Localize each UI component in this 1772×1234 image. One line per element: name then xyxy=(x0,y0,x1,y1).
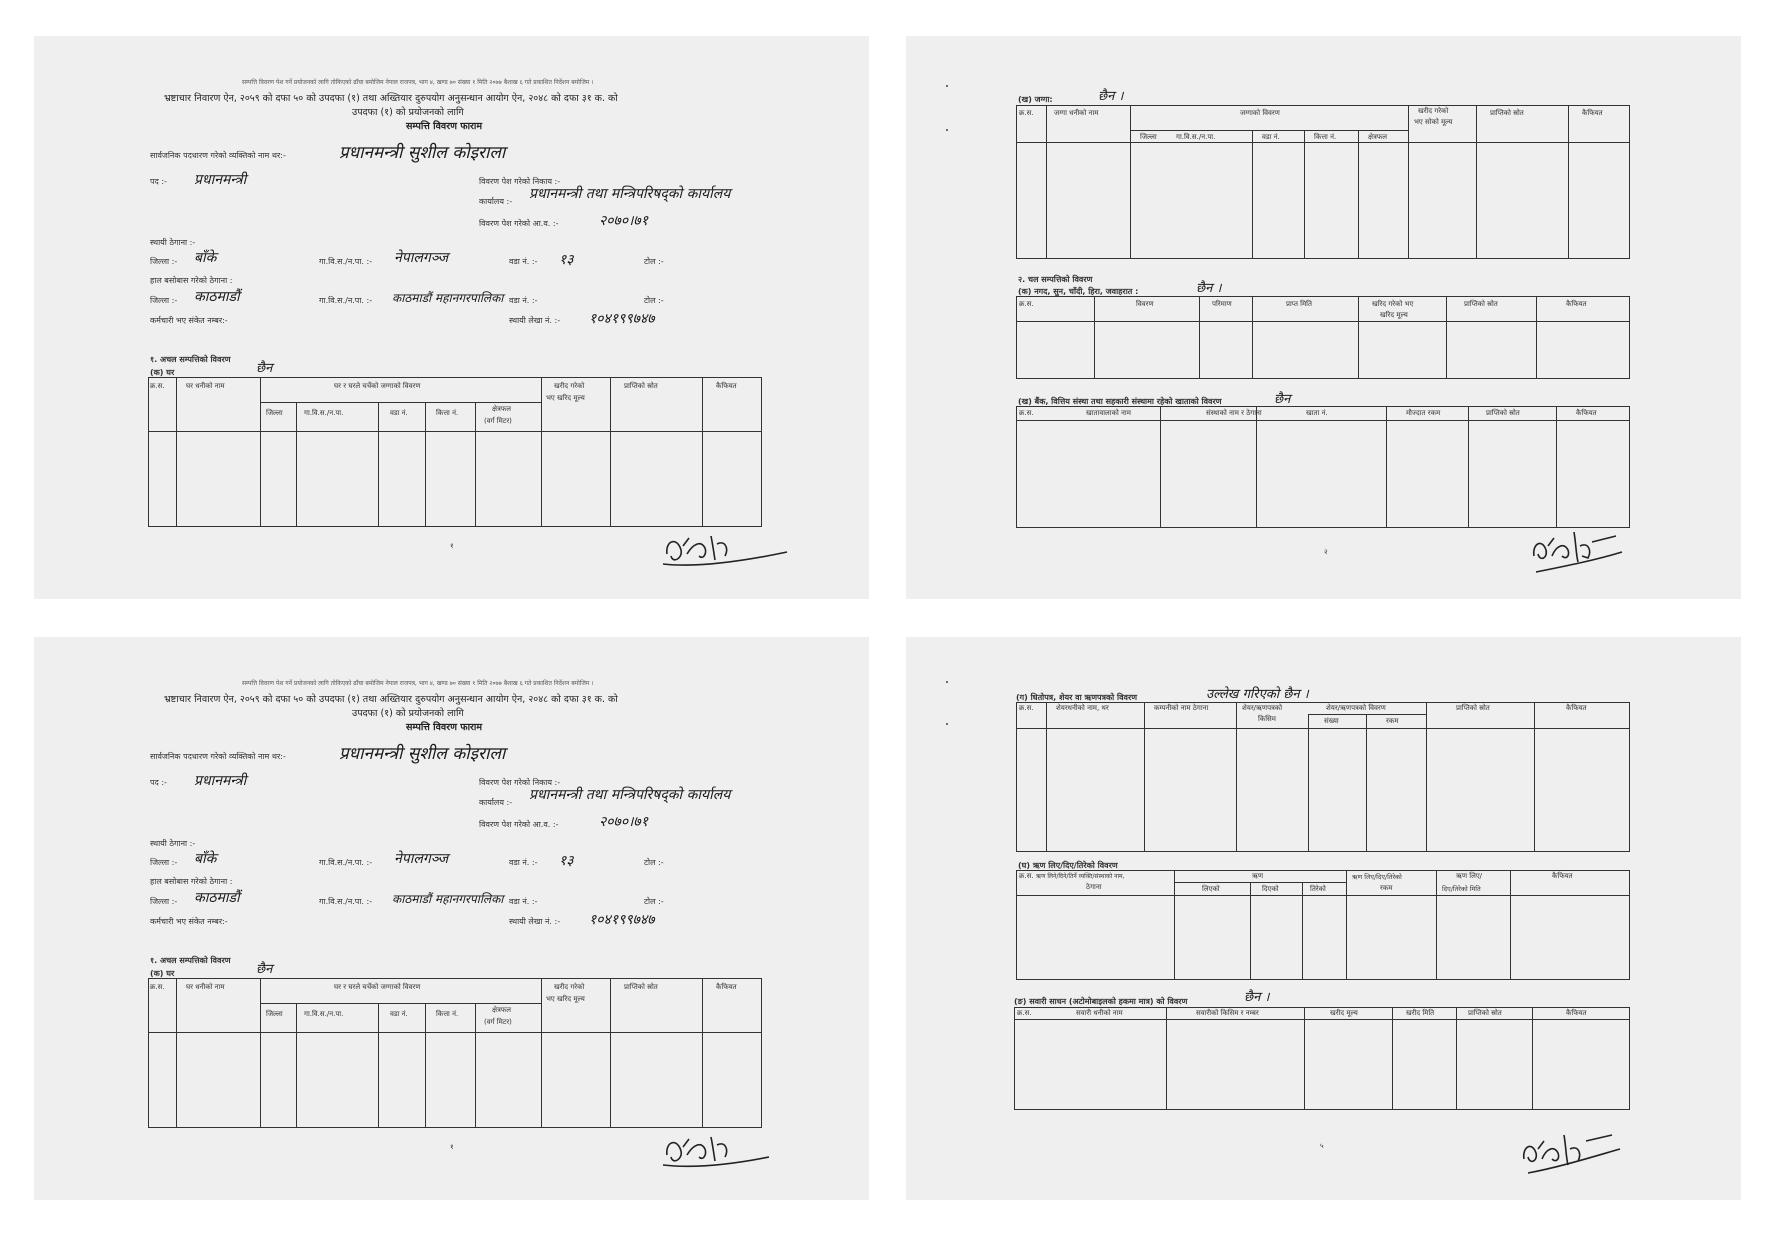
cur-district-value: काठमाडौं xyxy=(194,289,240,305)
col-price-1: खरिद गरेको भए xyxy=(1372,300,1414,308)
col-amount-1: ऋण लिए/दिए/तिरेको xyxy=(1352,873,1402,881)
tole-label: टोल :- xyxy=(644,257,664,266)
post-label: पद :- xyxy=(150,778,167,787)
col-remarks: कैफियत xyxy=(1566,300,1587,308)
district-label: जिल्ला :- xyxy=(150,257,178,266)
vdc-label: गा.वि.स./न.पा. :- xyxy=(319,897,373,906)
col-price-1: खरीद गरेको xyxy=(1418,107,1449,115)
col-remarks: कैफियत xyxy=(716,382,737,390)
page-number: १ xyxy=(450,1143,454,1151)
col-price-1: खरीद गरेको xyxy=(554,983,585,991)
loan-heading: (घ) ऋण लिए/दिए/तिरेको विवरण xyxy=(1018,861,1118,870)
fy-value: २०७०।७१ xyxy=(599,213,648,229)
staff-code-label: कर्मचारी भए संकेत नम्बर:- xyxy=(150,316,228,325)
signature xyxy=(659,526,799,576)
col-price: खरीद मूल्य xyxy=(1330,1009,1358,1017)
col-area-unit: (वर्ग मिटर) xyxy=(484,417,512,425)
house-heading: (क) घर xyxy=(150,969,175,978)
perm-district-value: बाँके xyxy=(194,250,217,266)
col-institution: संस्थाको नाम र ठेगाना xyxy=(1206,409,1262,417)
cur-vdc-value: काठमाडौं महानगरपालिका xyxy=(392,892,504,906)
col-date: खरीद मिति xyxy=(1406,1009,1435,1017)
fy-value: २०७०।७१ xyxy=(599,814,648,830)
house-nil: छैन xyxy=(256,361,273,376)
col-desc: विवरण xyxy=(1136,300,1154,308)
immovable-heading: १. अचल सम्पत्तिको विवरण xyxy=(150,956,231,965)
col-source: प्राप्तिको स्रोत xyxy=(624,382,658,390)
office-value: प्रधानमन्त्री तथा मन्त्रिपरिषद्को कार्यालय xyxy=(529,787,731,803)
current-address-label: हाल बसोबास गरेको ठेगाना : xyxy=(150,877,233,886)
vdc-label: गा.वि.स./न.पा. :- xyxy=(319,858,373,867)
col-holder: खातावालाको नाम xyxy=(1086,409,1131,417)
perm-vdc-value: नेपालगञ्ज xyxy=(394,250,449,266)
col-party-2: ठेगाना xyxy=(1086,883,1102,891)
vehicle-nil: छैन । xyxy=(1244,990,1270,1005)
pan-label: स्थायी लेखा नं. :- xyxy=(509,917,561,926)
body-label: विवरण पेश गरेको निकाय :- xyxy=(479,177,561,186)
col-land-desc: जग्गाको विवरण xyxy=(1240,109,1280,117)
ward-label: वडा नं. :- xyxy=(509,897,538,906)
signature xyxy=(1516,1127,1636,1182)
land-nil: छैन । xyxy=(1098,89,1124,104)
pan-label: स्थायी लेखा नं. :- xyxy=(509,316,561,325)
perm-vdc-value: नेपालगञ्ज xyxy=(394,851,449,867)
col-company: कम्पनीको नाम ठेगाना xyxy=(1154,704,1209,712)
house-table xyxy=(148,978,762,1128)
post-value: प्रधानमन्त्री xyxy=(194,172,247,188)
col-remarks: कैफियत xyxy=(1582,109,1603,117)
district-label: जिल्ला :- xyxy=(150,897,178,906)
form-page-1 xyxy=(34,36,869,599)
col-loan: ऋण xyxy=(1252,872,1264,880)
form-title: सम्पत्ति विवरण फाराम xyxy=(406,722,483,733)
form-page-5 xyxy=(906,637,1741,1200)
cash-table xyxy=(1016,296,1630,379)
office-label: कार्यालय :- xyxy=(479,798,513,807)
col-remarks: कैफियत xyxy=(1566,1009,1587,1017)
col-balance: मौज्दात रकम xyxy=(1406,409,1441,417)
col-sn: क्र.स. xyxy=(1017,1009,1032,1017)
name-label: सार्वजनिक पदधारण गरेको व्यक्तिको नाम थर:- xyxy=(150,752,286,761)
col-area: क्षेत्रफल xyxy=(492,405,512,413)
bank-table xyxy=(1016,406,1630,528)
col-source: प्राप्तिको स्रोत xyxy=(1464,300,1498,308)
col-source: प्राप्तिको स्रोत xyxy=(1456,704,1490,712)
col-ward: वडा नं. xyxy=(390,1010,408,1018)
current-address-label: हाल बसोबास गरेको ठेगाना : xyxy=(150,276,233,285)
page-number: १ xyxy=(450,542,454,550)
col-price-2: भए खरिद मूल्य xyxy=(546,394,585,402)
col-sn: क्र.स. xyxy=(1019,300,1034,308)
col-price-2: खरिद मूल्य xyxy=(1380,311,1408,319)
fy-label: विवरण पेश गरेको आ.व. :- xyxy=(479,219,559,228)
col-party-1: ऋण लिने/दिने/तिर्ने व्यक्ति/संस्थाको नाम, xyxy=(1036,873,1125,880)
house-heading: (क) घर xyxy=(150,368,175,377)
vdc-label: गा.वि.स./न.पा. :- xyxy=(319,257,373,266)
bank-nil: छैन xyxy=(1274,392,1291,407)
col-source: प्राप्तिको स्रोत xyxy=(1486,409,1520,417)
col-district: जिल्ला xyxy=(1140,133,1157,141)
col-sn: क्र.स. xyxy=(1019,109,1034,117)
col-owner: घर धनीको नाम xyxy=(186,382,225,390)
district-label: जिल्ला :- xyxy=(150,858,178,867)
post-value: प्रधानमन्त्री xyxy=(194,773,247,789)
district-label: जिल्ला :- xyxy=(150,296,178,305)
notice-text: सम्पत्ति विवरण पेश गर्ने प्रयोजनको लागि तोकिएको ढाँचा बमोजिम नेपाल राजपत्र, भाग ४, खण्ड ७० संख्या १ मिति २०७७ बैशाख ६ गते प्रकाशित निर्देशन बमोजिम । xyxy=(242,79,594,86)
shares-handwritten: उल्लेख गरिएको छैन । xyxy=(1206,687,1309,702)
col-area: क्षेत्रफल xyxy=(1368,133,1388,141)
page-number: ५ xyxy=(1320,1142,1324,1150)
cur-vdc-value: काठमाडौं महानगरपालिका xyxy=(392,291,504,305)
col-sn: क्र.स. xyxy=(1019,872,1034,880)
col-qty: परिमाण xyxy=(1212,300,1232,308)
perm-address-label: स्थायी ठेगाना :- xyxy=(150,839,196,848)
col-price-2: भए सोको मूल्य xyxy=(1414,118,1453,126)
vehicle-heading: (ङ) सवारी साधन (अटोमोबाइलको हकमा मात्र) को विवरण xyxy=(1014,997,1188,1006)
col-sn: क्र.स. xyxy=(1019,409,1034,417)
tole-label: टोल :- xyxy=(644,897,664,906)
form-page-2 xyxy=(906,36,1741,599)
col-plot: कित्ता नं. xyxy=(1314,133,1337,141)
col-given: दिएको xyxy=(1262,885,1279,893)
col-plot: कित्ता नं. xyxy=(436,1010,459,1018)
land-table xyxy=(1016,105,1630,259)
house-nil: छैन xyxy=(256,962,273,977)
cash-nil: छैन । xyxy=(1196,281,1222,296)
col-owner: सवारी धनीको नाम xyxy=(1076,1009,1123,1017)
perm-address-label: स्थायी ठेगाना :- xyxy=(150,238,196,247)
col-owner: घर धनीको नाम xyxy=(186,983,225,991)
ward-label: वडा नं. :- xyxy=(509,858,538,867)
col-plot: कित्ता नं. xyxy=(436,409,459,417)
col-holder: शेयरधनीको नाम, थर xyxy=(1056,704,1109,712)
notice-text: सम्पत्ति विवरण पेश गर्ने प्रयोजनको लागि तोकिएको ढाँचा बमोजिम नेपाल राजपत्र, भाग ४, खण्ड ७० संख्या १ मिति २०७७ बैशाख ६ गते प्रकाशित निर्देशन बमोजिम । xyxy=(242,680,594,687)
cur-district-value: काठमाडौं xyxy=(194,890,240,906)
col-remarks: कैफियत xyxy=(1576,409,1597,417)
page-number: २ xyxy=(1324,548,1328,556)
perm-ward-value: १३ xyxy=(559,252,574,268)
act-line-1: भ्रष्टाचार निवारण ऐन, २०५९ को दफा ५० को उपदफा (१) तथा अख्तियार दुरुपयोग अनुसन्धान आयोग ऐन, २०४८ को दफा ३१ क. को xyxy=(164,93,618,104)
cash-heading: (क) नगद, सुन, चाँदी, हिरा, जवाहरात : xyxy=(1018,287,1139,296)
col-area-unit: (वर्ग मिटर) xyxy=(484,1018,512,1026)
col-land-desc: घर र घरले चर्चेको जग्गाको विवरण xyxy=(334,983,421,991)
immovable-heading: १. अचल सम्पत्तिको विवरण xyxy=(150,355,231,364)
col-taken: लिएको xyxy=(1202,885,1220,893)
land-heading: (ख) जग्गा: xyxy=(1018,95,1053,104)
col-detail: शेयर/ऋणपत्रको विवरण xyxy=(1326,704,1386,712)
ward-label: वडा नं. :- xyxy=(509,257,538,266)
pan-value: १०४१९९७४७ xyxy=(589,311,655,327)
col-district: जिल्ला xyxy=(266,1010,283,1018)
body-label: विवरण पेश गरेको निकाय :- xyxy=(479,778,561,787)
col-price-1: खरीद गरेको xyxy=(554,382,585,390)
col-owner: जग्गा धनीको नाम xyxy=(1054,109,1099,117)
movable-heading: २. चल सम्पत्तिको विवरण xyxy=(1018,275,1093,284)
col-price-2: भए खरिद मूल्य xyxy=(546,995,585,1003)
col-vdc: गा.वि.स./न.पा. xyxy=(304,409,344,417)
ward-label: वडा नं. :- xyxy=(509,296,538,305)
bank-heading: (ख) बैंक, वित्तिय संस्था तथा सहकारी संस्थामा रहेको खाताको विवरण xyxy=(1018,397,1222,406)
post-label: पद :- xyxy=(150,177,167,186)
col-vdc: गा.वि.स./न.पा. xyxy=(304,1010,344,1018)
pan-value: १०४१९९७४७ xyxy=(589,912,655,928)
act-line-1: भ्रष्टाचार निवारण ऐन, २०५९ को दफा ५० को उपदफा (१) तथा अख्तियार दुरुपयोग अनुसन्धान आयोग ऐन, २०४८ को दफा ३१ क. को xyxy=(164,694,618,705)
name-label: सार्वजनिक पदधारण गरेको व्यक्तिको नाम थर:- xyxy=(150,151,286,160)
col-amount: रकम xyxy=(1386,717,1399,725)
house-table xyxy=(148,377,762,527)
staff-code-label: कर्मचारी भए संकेत नम्बर:- xyxy=(150,917,228,926)
col-type-1: शेयर/ऋणपत्रको xyxy=(1242,704,1283,712)
col-land-desc: घर र घरले चर्चेको जग्गाको विवरण xyxy=(334,382,421,390)
name-value: प्रधानमन्त्री सुशील कोइराला xyxy=(339,143,506,163)
col-vdc: गा.वि.स./न.पा. xyxy=(1176,133,1216,141)
col-type-2: किसिम xyxy=(1258,715,1276,723)
col-source: प्राप्तिको स्रोत xyxy=(1490,109,1524,117)
office-value: प्रधानमन्त्री तथा मन्त्रिपरिषद्को कार्यालय xyxy=(529,186,731,202)
tole-label: टोल :- xyxy=(644,858,664,867)
col-account: खाता नं. xyxy=(1306,409,1328,417)
vehicle-table xyxy=(1014,1007,1630,1110)
col-remarks: कैफियत xyxy=(1552,872,1573,880)
col-sn: क्र.स. xyxy=(150,382,165,390)
col-amount-2: रकम xyxy=(1380,884,1393,892)
act-line-2: उपदफा (१) को प्रयोजनको लागि xyxy=(352,107,464,118)
act-line-2: उपदफा (१) को प्रयोजनको लागि xyxy=(352,708,464,719)
col-district: जिल्ला xyxy=(266,409,283,417)
col-area: क्षेत्रफल xyxy=(492,1006,512,1014)
col-source: प्राप्तिको स्रोत xyxy=(1468,1009,1502,1017)
tole-label: टोल :- xyxy=(644,296,664,305)
col-date: प्राप्त मिति xyxy=(1286,300,1312,308)
col-ward: वडा नं. xyxy=(1262,133,1280,141)
col-sn: क्र.स. xyxy=(150,983,165,991)
col-paid: तिरेको xyxy=(1310,885,1326,893)
office-label: कार्यालय :- xyxy=(479,197,513,206)
col-count: संख्या xyxy=(1324,717,1339,725)
form-page-1-copy xyxy=(34,637,869,1200)
col-remarks: कैफियत xyxy=(716,983,737,991)
name-value: प्रधानमन्त्री सुशील कोइराला xyxy=(339,744,506,764)
perm-district-value: बाँके xyxy=(194,851,217,867)
col-date-2: दिए/तिरेको मिति xyxy=(1442,885,1481,893)
signature xyxy=(659,1127,779,1177)
col-ward: वडा नं. xyxy=(390,409,408,417)
form-title: सम्पत्ति विवरण फाराम xyxy=(406,121,483,132)
col-remarks: कैफियत xyxy=(1566,704,1587,712)
col-date-1: ऋण लिए/ xyxy=(1456,872,1483,880)
signature xyxy=(1526,526,1646,586)
col-source: प्राप्तिको स्रोत xyxy=(624,983,658,991)
vdc-label: गा.वि.स./न.पा. :- xyxy=(319,296,373,305)
col-sn: क्र.स. xyxy=(1019,704,1034,712)
shares-heading: (ग) धितोपत्र, शेयर वा ऋणपत्रको विवरण xyxy=(1016,693,1138,702)
col-type: सवारीको किसिम र नम्बर xyxy=(1196,1009,1259,1017)
fy-label: विवरण पेश गरेको आ.व. :- xyxy=(479,820,559,829)
shares-table xyxy=(1016,702,1630,852)
perm-ward-value: १३ xyxy=(559,853,574,869)
